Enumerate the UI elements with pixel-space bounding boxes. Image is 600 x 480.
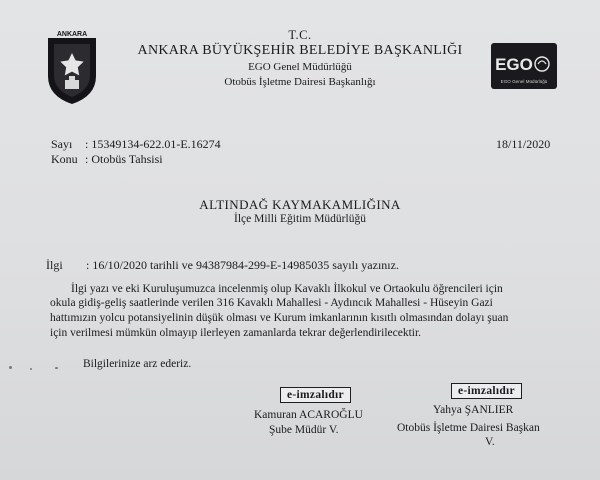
header-republic: T.C. — [288, 28, 312, 42]
header-directorate: EGO Genel Müdürlüğü — [248, 61, 352, 73]
e-signature-stamp: e-imzalıdır — [451, 383, 522, 399]
reference-text: : 16/10/2020 tarihli ve 94387984-299-E-14985035 sayılı yazınız. — [86, 258, 399, 272]
document-subject — [51, 152, 163, 167]
signatory-title: Otobüs İşletme Dairesi Başkan — [397, 422, 540, 434]
document-number — [51, 137, 221, 152]
emblem-text: ANKARA — [56, 31, 88, 38]
addressee-title: ALTINDAĞ KAYMAKAMLIĞINA — [199, 197, 401, 212]
ego-logo-text: EGO — [495, 55, 533, 74]
signatory-title: Şube Müdür V. — [269, 424, 339, 436]
closing-line: Bilgilerinize arz ederiz. — [83, 358, 192, 370]
signatory-name: Yahya ŞANLIER — [433, 404, 514, 416]
e-signature-stamp: e-imzalıdır — [280, 387, 351, 403]
reference-label: İlgi — [46, 258, 63, 272]
scan-speck — [30, 368, 32, 370]
sayi-value: : 15349134-622.01-E.16274 — [85, 137, 221, 151]
body-line: hattımızın yolcu potansiyelinin düşük olması ve Kurum imkanlarının kısıtlı olmasından dolayı şuan — [50, 312, 509, 324]
konu-label: Konu — [51, 152, 78, 166]
sayi-label: Sayı — [51, 137, 73, 151]
document-date: 18/11/2020 — [496, 137, 551, 151]
header-department: Otobüs İşletme Dairesi Başkanlığı — [224, 76, 376, 88]
signatory-name: Kamuran ACAROĞLU — [254, 409, 363, 421]
header-institution: ANKARA BÜYÜKŞEHİR BELEDİYE BAŞKANLIĞI — [137, 43, 463, 58]
scan-speck — [55, 367, 58, 369]
addressee-subtitle: İlçe Milli Eğitim Müdürlüğü — [234, 213, 366, 225]
reference-line — [46, 258, 399, 273]
body-line: okula gidiş-geliş saatlerinde verilen 316 Kavaklı Mahallesi - Aydıncık Mahallesi - Hüseyin Gazi — [50, 297, 493, 309]
ego-logo-subtext: EGO Genel Müdürlüğü — [500, 79, 548, 84]
scan-speck — [9, 366, 12, 369]
body-line: için verilmesi mümkün olmayıp ilerleyen zamanlarda tekrar değerlendirilecektir. — [50, 327, 422, 339]
konu-value: : Otobüs Tahsisi — [85, 152, 163, 166]
body-line: İlgi yazı ve eki Kuruluşumuzca incelenmiş olup Kavaklı İlkokul ve Ortaokulu öğrencileri için — [71, 283, 503, 295]
signatory-title-suffix: V. — [485, 436, 495, 448]
